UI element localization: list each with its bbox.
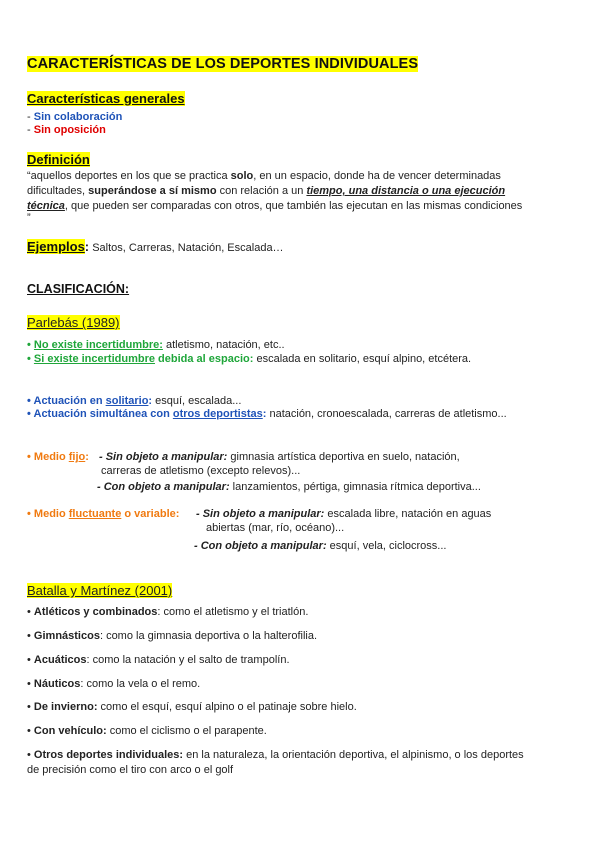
definition-line-4: ”	[27, 212, 31, 224]
definition-line-1: “aquellos deportes en los que se practica solo, en un espacio, donde ha de vencer determinadas	[27, 170, 501, 182]
examples-line: Ejemplos: Saltos, Carreras, Natación, Escalada…	[27, 239, 284, 254]
examples-heading: Ejemplos	[27, 239, 85, 254]
batalla-item: • Náuticos: como la vela o el remo.	[27, 678, 201, 690]
parlebas-item-no-uncertainty: • No existe incertidumbre: atletismo, natación, etc..	[27, 339, 285, 351]
batalla-item: • Acuáticos: como la natación y el salto de trampolín.	[27, 654, 290, 666]
parlebas-heading: Parlebás (1989)	[27, 315, 120, 330]
page-title: CARACTERÍSTICAS DE LOS DEPORTES INDIVIDUALES	[27, 56, 419, 72]
variable-without-object-cont: abiertas (mar, río, océano)...	[206, 522, 345, 534]
general-item-text: Sin oposición	[33, 124, 106, 136]
fixed-without-object-cont: carreras de atletismo (excepto relevos)...	[101, 465, 301, 477]
batalla-item-cont: de precisión como el tiro con arco o el golf	[27, 764, 234, 776]
batalla-item: • De invierno: como el esquí, esquí alpino o el patinaje sobre hielo.	[27, 701, 357, 713]
definition-heading: Definición	[27, 152, 90, 167]
parlebas-item-uncertainty: • Si existe incertidumbre debida al espacio: escalada en solitario, esquí alpino, etcétera.	[27, 353, 472, 365]
definition-line-2: dificultades, superándose a sí mismo con relación a un tiempo, una distancia o una ejecución	[27, 185, 506, 197]
parlebas-item-variable-medium: • Medio fluctuante o variable:	[27, 508, 180, 520]
parlebas-item-fixed-medium: • Medio fijo:	[27, 451, 89, 463]
batalla-item: • Atléticos y combinados: como el atletismo y el triatlón.	[27, 606, 309, 618]
parlebas-item-simultaneous: • Actuación simultánea con otros deportistas: natación, cronoescalada, carreras de atletismo...	[27, 408, 507, 420]
batalla-heading: Batalla y Martínez (2001)	[27, 583, 173, 598]
general-item-opposition: - Sin oposición	[27, 124, 106, 136]
parlebas-item-solo: • Actuación en solitario: esquí, escalada...	[27, 395, 242, 407]
batalla-item: • Otros deportes individuales: en la naturaleza, la orientación deportiva, el alpinismo, o los deportes	[27, 749, 524, 761]
batalla-item: • Gimnásticos: como la gimnasia deportiva o la halterofilia.	[27, 630, 318, 642]
definition-line-3: técnica, que pueden ser comparadas con otros, que también las ejecutan en las mismas condiciones	[27, 200, 523, 212]
variable-without-object: - Sin objeto a manipular: escalada libre, natación en aguas	[196, 508, 492, 520]
general-heading: Características generales	[27, 91, 185, 106]
general-item-text: Sin colaboración	[33, 111, 123, 123]
general-item-collaboration: - Sin colaboración	[27, 111, 123, 123]
examples-text: Saltos, Carreras, Natación, Escalada…	[89, 242, 284, 254]
classification-heading: CLASIFICACIÓN:	[27, 282, 130, 296]
fixed-without-object: - Sin objeto a manipular: gimnasia artística deportiva en suelo, natación,	[99, 451, 460, 463]
fixed-with-object: - Con objeto a manipular: lanzamientos, pértiga, gimnasia rítmica deportiva...	[97, 481, 481, 493]
batalla-item: • Con vehículo: como el ciclismo o el parapente.	[27, 725, 267, 737]
variable-with-object: - Con objeto a manipular: esquí, vela, ciclocross...	[194, 540, 447, 552]
